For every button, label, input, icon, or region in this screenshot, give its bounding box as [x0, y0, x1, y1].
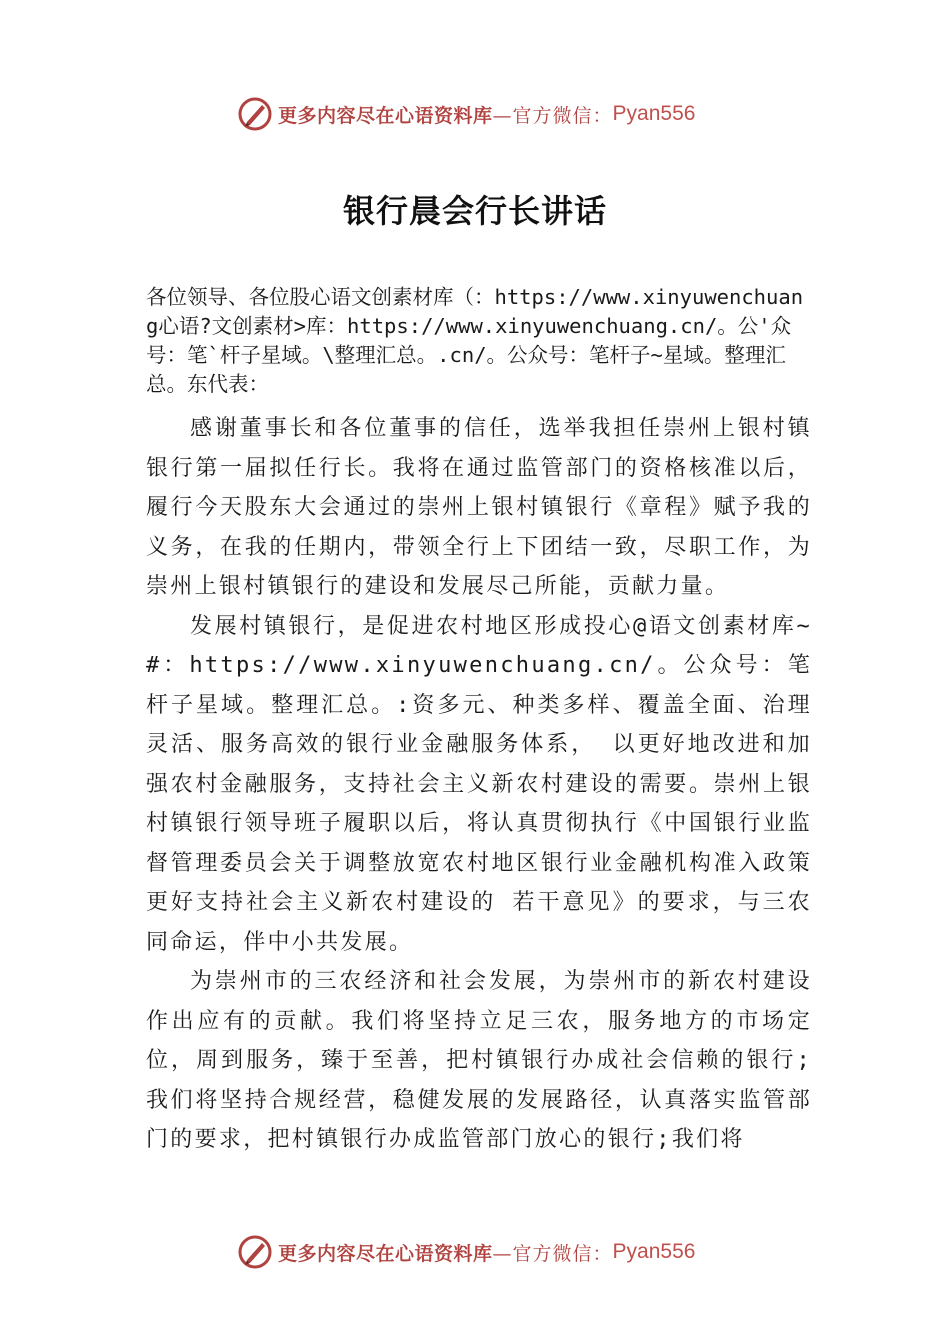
footer-banner — [238, 1232, 695, 1272]
header-brand-text: 更多内容尽在心语资料库 — [278, 104, 493, 127]
header-wechat-label: —官方微信： — [492, 104, 613, 127]
document-body — [146, 283, 812, 1160]
footer-wechat-account: Pyan556 — [612, 1240, 696, 1263]
header-banner — [238, 94, 695, 134]
document-title: 银行晨会行长讲话 — [342, 192, 607, 230]
footer-brand-text: 更多内容尽在心语资料库 — [278, 1242, 493, 1265]
footer-wechat-label: —官方微信： — [492, 1242, 613, 1265]
paragraph: 为崇州市的三农经济和社会发展，为崇州市的新农村建设作出应有的贡献。我们将坚持立足三农，服务地方的市场定位，周到服务，臻于至善，把村镇银行办成社会信赖的银行;我们将坚持合规经营，稳健发展的发展路径，认真落实监管部门的要求，把村镇银行办成监管部门放心的银行;我们将 — [146, 969, 812, 1152]
salutation: 各位领导、各位股心语文创素材库（：https://www.xinyuwenchuang心语?文创素材>库：https://www.xinyuwenchuang.cn/。公'众号：笔`杆子星域。\整理汇总。.cn/。公众号：笔杆子~星域。整理汇总。东代表： — [146, 285, 804, 396]
paragraph: 感谢董事长和各位董事的信任，选举我担任崇州上银村镇银行第一届拟任行长。我将在通过监管部门的资格核准以后，履行今天股东大会通过的崇州上银村镇银行《章程》赋予我的义务，在我的任期内，带领全行上下团结一致，尽职工作，为崇州上银村镇银行的建设和发展尽己所能，贡献力量。 — [146, 416, 812, 599]
pen-logo-icon — [238, 97, 272, 131]
paragraph: 发展村镇银行，是促进农村地区形成投心@语文创素材库~#：https://www.xinyuwenchuang.cn/。公众号：笔杆子星域。整理汇总。:资多元、种类多样、覆盖全面、治理灵活、服务高效的银行业金融服务体系， 以更好地改进和加强农村金融服务，支持社会主义新农村建设的需要。崇州上银村镇银行领导班子履职以后，将认真贯彻执行《中国银行业监督管理委员会关于调整放宽农村地区银行业金融机构准入政策更好支持社会主义新农村建设的 若干意见》的要求，与三农同命运，伴中小共发展。 — [146, 613, 812, 955]
header-wechat-account: Pyan556 — [612, 102, 696, 125]
pen-logo-icon — [238, 1235, 272, 1269]
